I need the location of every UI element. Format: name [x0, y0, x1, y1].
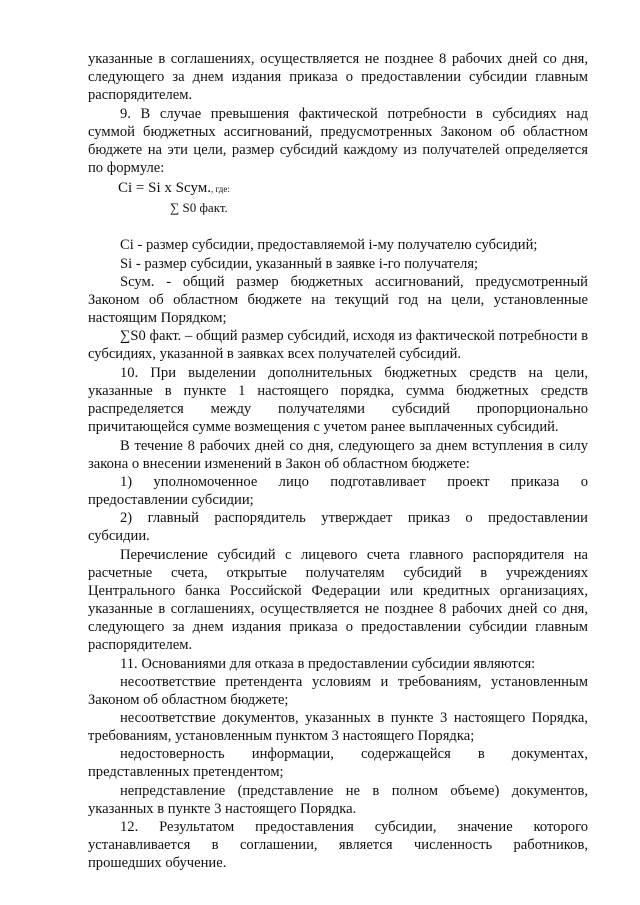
definition-line: Si - размер субсидии, указанный в заявке i-го получателя;	[120, 256, 479, 272]
definition-line: субсидиях, указанной в заявках всех получателей субсидий.	[88, 346, 462, 362]
definition-line: Законом об областном бюджете на текущий год на цели, установленные	[88, 292, 588, 308]
text-line: Перечисление субсидий с лицевого счета главного распорядителя на	[120, 547, 588, 563]
text-line: 11. Основаниями для отказа в предоставлении субсидии являются:	[120, 656, 536, 672]
text-line: распорядителем.	[88, 87, 193, 103]
text-line: распорядителем.	[88, 637, 193, 653]
text-line: следующего за днем издания приказа о предоставлении субсидии главным	[88, 69, 588, 85]
text-line: непредставление (представление не в полном объеме) документов,	[120, 783, 588, 799]
definition-line: настоящим Порядком;	[88, 310, 227, 326]
text-line: требованиям, установленным пунктом 3 настоящего Порядка;	[88, 728, 475, 744]
text-line: субсидии.	[88, 528, 150, 544]
text-line: представленных претендентом;	[88, 764, 284, 780]
text-line: 2) главный распорядитель утверждает приказ о предоставлении	[120, 510, 588, 526]
formula-numerator	[118, 180, 230, 197]
text-line: указанные в соглашениях, осуществляется не позднее 8 рабочих дней со дня,	[88, 601, 588, 617]
text-line: недостоверность информации, содержащейся в документах,	[120, 746, 588, 762]
text-line: предоставлении субсидии;	[88, 492, 254, 508]
text-line: прошедших обучение.	[88, 855, 227, 871]
definition-line: Sсум. - общий размер бюджетных ассигнований, предусмотренный	[120, 274, 588, 290]
text-line: суммой бюджетных ассигнований, предусмотренных Законом об областном	[88, 124, 588, 140]
formula-main: Ci = Si x Sсум.	[118, 180, 211, 196]
definition-line: Ci - размер субсидии, предоставляемой i-му получателю субсидий;	[120, 237, 538, 253]
text-line: Центрального банка Российской Федерации или кредитных организациях,	[88, 583, 588, 599]
text-line: 12. Результатом предоставления субсидии, значение которого	[120, 819, 588, 835]
text-line: 1) уполномоченное лицо подготавливает проект приказа о	[120, 474, 588, 490]
text-line: закона о внесении изменений в Закон об областном бюджете:	[88, 456, 470, 472]
formula-where: , где:	[211, 184, 230, 194]
text-line: бюджете на эти цели, размер субсидий каждому из получателей определяется	[88, 142, 588, 158]
text-line: расчетные счета, открытые получателям субсидий в учреждениях	[88, 565, 588, 581]
text-line: Законом об областном бюджете;	[88, 692, 289, 708]
text-line: В течение 8 рабочих дней со дня, следующего за днем вступления в силу	[120, 438, 588, 454]
text-line: указанные в пункте 1 настоящего порядка, сумма бюджетных средств	[88, 383, 588, 399]
text-line: причитающейся сумме возмещения с учетом ранее выплаченных субсидий.	[88, 419, 559, 435]
formula-denominator: ∑ S0 факт.	[170, 200, 228, 215]
text-line: 9. В случае превышения фактической потребности в субсидиях над	[120, 106, 588, 122]
definition-line: ∑S0 факт. – общий размер субсидий, исходя из фактической потребности в	[120, 328, 588, 344]
text-line: несоответствие претендента условиям и требованиям, установленным	[120, 674, 588, 690]
text-line: распределяется между получателями субсидий пропорционально	[88, 401, 588, 417]
text-line: 10. При выделении дополнительных бюджетных средств на цели,	[120, 365, 588, 381]
text-line: указанных в пункте 3 настоящего Порядка.	[88, 801, 357, 817]
text-line: указанные в соглашениях, осуществляется не позднее 8 рабочих дней со дня,	[88, 51, 588, 67]
text-line: по формуле:	[88, 160, 165, 176]
text-line: несоответствие документов, указанных в пункте 3 настоящего Порядка,	[120, 710, 588, 726]
text-line: устанавливается в соглашении, является численность работников,	[88, 837, 588, 853]
text-line: следующего за днем издания приказа о предоставлении субсидии главным	[88, 619, 588, 635]
